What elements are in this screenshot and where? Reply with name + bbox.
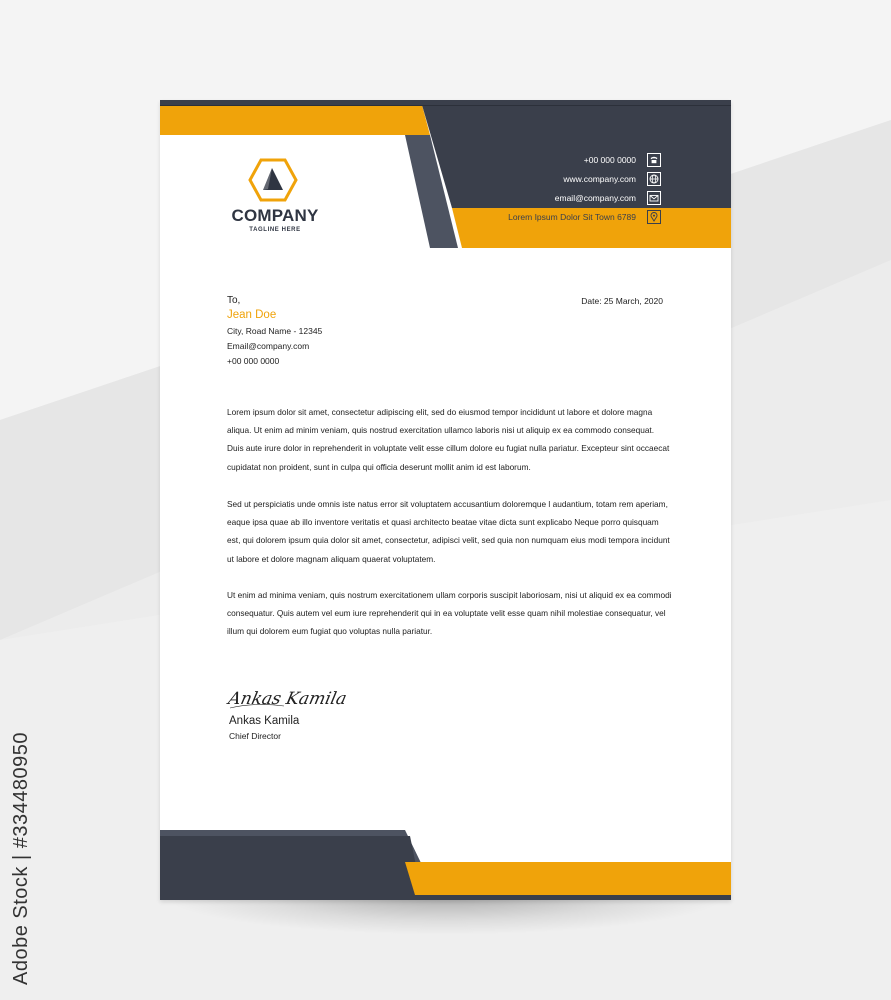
contact-email: email@company.com [554, 193, 636, 203]
location-pin-icon [647, 210, 661, 224]
svg-text:Ankas Kamila: Ankas Kamila [226, 689, 349, 709]
recipient-address: City, Road Name - 12345 [227, 326, 323, 336]
recipient-name: Jean Doe [227, 309, 277, 321]
signer-title: Chief Director [229, 731, 281, 741]
company-name: COMPANY [231, 206, 319, 225]
to-label: To, [227, 295, 241, 306]
body-paragraph: Ut enim ad minima veniam, quis nostrum exercitationem ullam corporis suscipit laboriosam, nisi ut aliquid ex ea commodi consequatur. Quis autem vel eum iure reprehenderit qui in ea voluptate velit esse quam nihil molestiae consequatur, vel illum qui dolorem eum fugiat quo voluptas nulla pariatur. [227, 590, 672, 637]
mail-icon [647, 191, 661, 205]
contact-phone: +00 000 0000 [583, 155, 636, 165]
company-tagline: TAGLINE HERE [249, 227, 301, 233]
contact-website: www.company.com [563, 174, 636, 184]
body-paragraph: Lorem ipsum dolor sit amet, consectetur adipiscing elit, sed do eiusmod tempor incididunt ut labore et dolore magna aliqua. Ut enim ad minim veniam, quis nostrud exercitation ullamco laboris nisi ut aliquip ex ea commodo consequat. Duis aute irure dolor in reprehenderit in voluptate velit esse cillum dolore eu fugiat nulla pariatur. Excepteur sint occaecat cupidatat non proident, sunt in culpa qui officia deserunt mollit anim id est laborum. [227, 407, 670, 472]
letter-date: Date: 25 March, 2020 [581, 296, 663, 306]
recipient-phone: +00 000 0000 [227, 356, 280, 366]
handwritten-signature [226, 678, 351, 714]
paper-shadow [160, 895, 731, 935]
globe-icon [647, 172, 661, 186]
stock-id-label: Adobe Stock | #334480950 [10, 732, 32, 985]
signer-name: Ankas Kamila [229, 715, 300, 727]
phone-icon [647, 153, 661, 167]
letterhead-page [160, 100, 731, 900]
recipient-email: Email@company.com [227, 341, 310, 351]
hexagon-logo-icon [248, 158, 298, 202]
body-paragraph: Sed ut perspiciatis unde omnis iste natus error sit voluptatem accusantium doloremque l audantium, totam rem aperiam, eaque ipsa quae ab illo inventore veritatis et quasi architecto beatae vitae dicta sunt explicabo Neque porro quisquam est, qui dolorem ipsum quia dolor sit amet, consectetur, adipisci velit, sed quia non numquam eius modi tempora incidunt ut labore et dolore magnam aliquam quaerat voluptatem. [227, 499, 670, 564]
contact-address: Lorem Ipsum Dolor Sit Town 6789 [508, 212, 636, 222]
